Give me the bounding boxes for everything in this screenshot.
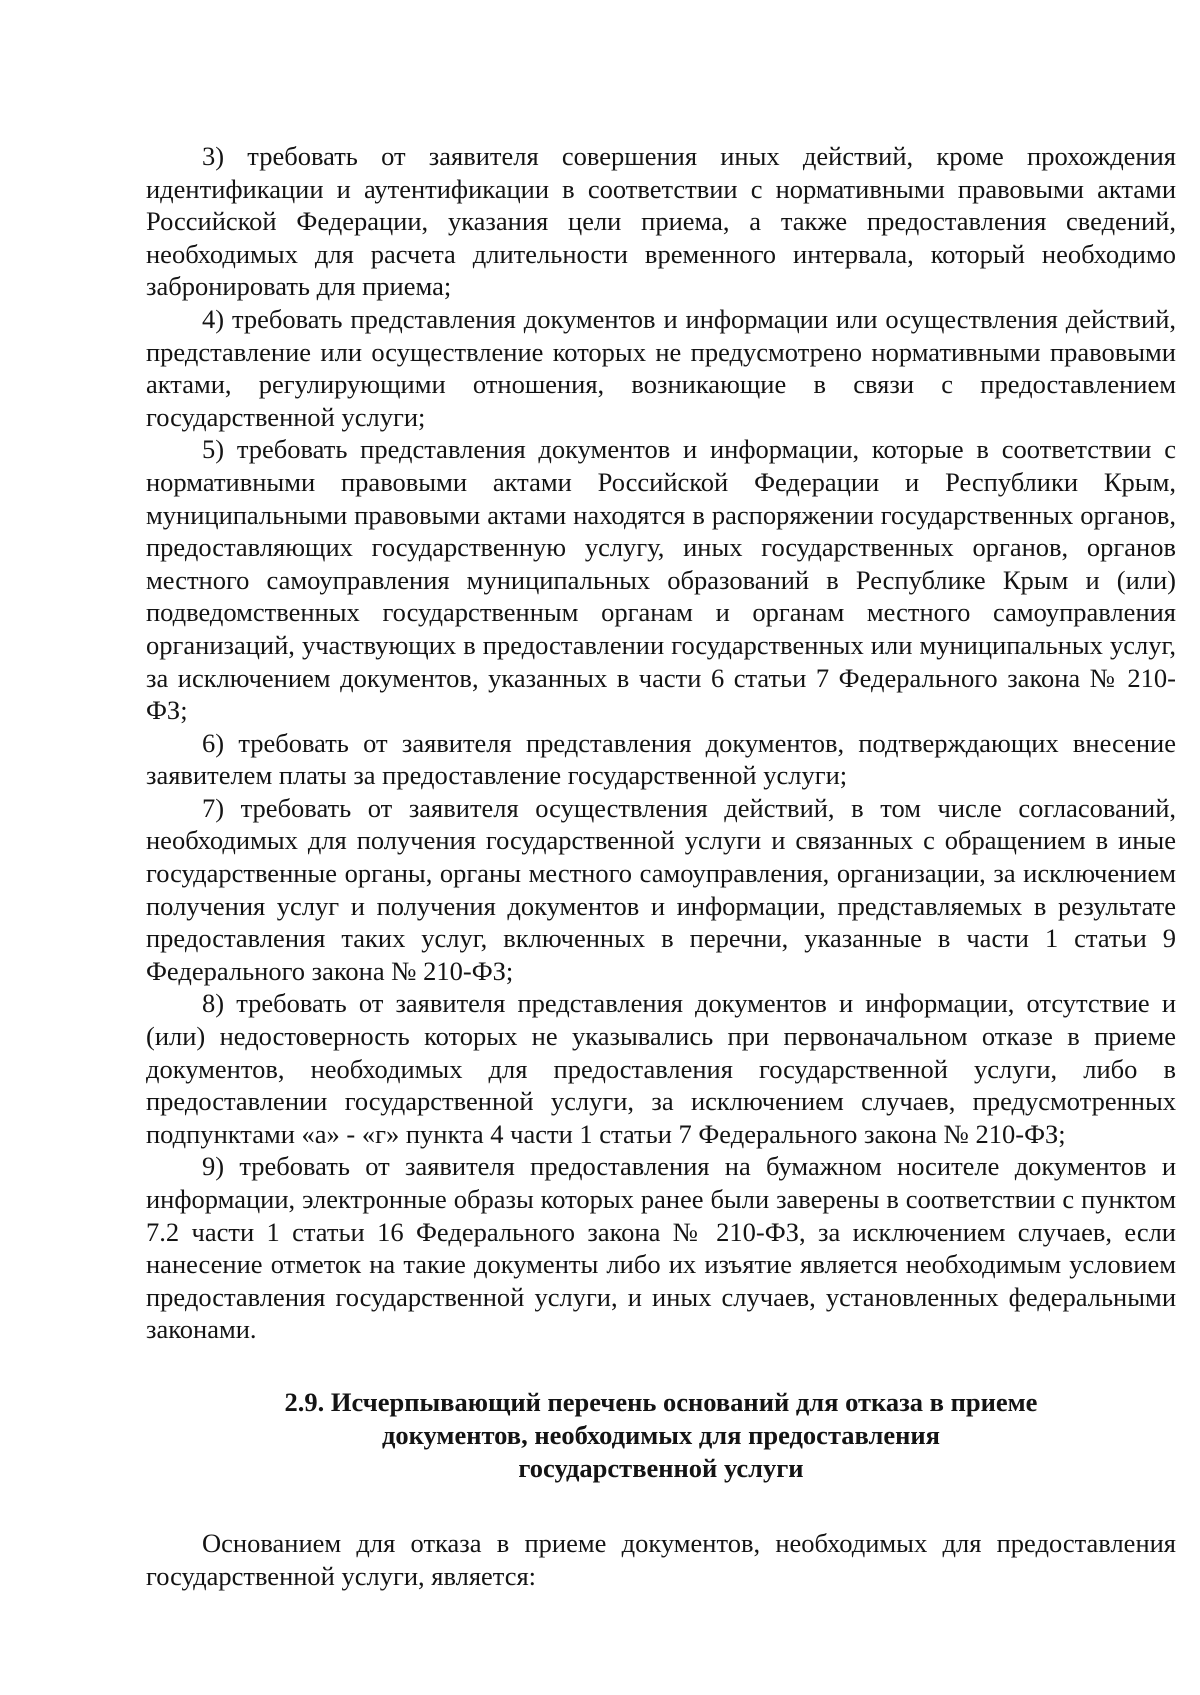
section-heading-line-2: документов, необходимых для предоставления [381, 1419, 940, 1450]
list-item-4: 4) требовать представления документов и информации или осуществления действий, представление или осуществление которых не предусмотрено нормативными правовыми актами, регулирующими отношения, возникающие в связи с предоставлением государственной услуги; [146, 303, 1176, 432]
list-item-9: 9) требовать от заявителя предоставления на бумажном носителе документов и информации, электронные образы которых ранее были заверены в соответствии с пунктом 7.2 части 1 статьи 16 Федерального закона № 210-ФЗ, за исключением случаев, если нанесение отметок на такие документы либо их изъятие является необходимым условием предоставления государственной услуги, и иных случаев, установленных федеральными законами. [146, 1151, 1176, 1345]
list-item-6: 6) требовать от заявителя представления документов, подтверждающих внесение заявителем платы за предоставление государственной услуги; [146, 727, 1176, 791]
section-heading-line-1: 2.9. Исчерпывающий перечень оснований для отказа в приеме [284, 1386, 1038, 1417]
document-body [146, 140, 1176, 1592]
list-item-7: 7) требовать от заявителя осуществления действий, в том числе согласований, необходимых для получения государственной услуги и связанных с обращением в иные государственные органы, органы местного самоуправления, организации, за исключением получения услуг и получения документов и информации, представляемых в результате предоставления таких услуг, включенных в перечни, указанные в части 1 статьи 9 Федерального закона № 210-ФЗ; [146, 792, 1176, 986]
list-item-5: 5) требовать представления документов и информации, которые в соответствии с нормативными правовыми актами Российской Федерации и Республики Крым, муниципальными правовыми актами находятся в распоряжении государственных органов, предоставляющих государственную услугу, иных государственных органов, органов местного самоуправления муниципальных образований в Республике Крым и (или) подведомственных государственным органам и органам местного самоуправления организаций, участвующих в предоставлении государственных или муниципальных услуг, за исключением документов, указанных в части 6 статьи 7 Федерального закона № 210-ФЗ; [146, 434, 1176, 726]
closing-paragraph: Основанием для отказа в приеме документов, необходимых для предоставления государственной услуги, является: [146, 1527, 1176, 1591]
list-item-3: 3) требовать от заявителя совершения иных действий, кроме прохождения идентификации и аутентификации в соответствии с нормативными правовыми актами Российской Федерации, указания цели приема, а также предоставления сведений, необходимых для расчета длительности временного интервала, который необходимо забронировать для приема; [146, 141, 1176, 302]
list-item-8: 8) требовать от заявителя представления документов и информации, отсутствие и (или) недостоверность которых не указывались при первоначальном отказе в приеме документов, необходимых для предоставления государственной услуги, либо в предоставлении государственной услуги, за исключением случаев, предусмотренных подпунктами «а» - «г» пункта 4 части 1 статьи 7 Федерального закона № 210-ФЗ; [146, 988, 1176, 1149]
section-heading [146, 1386, 1176, 1485]
section-heading-line-3: государственной услуги [518, 1452, 804, 1483]
